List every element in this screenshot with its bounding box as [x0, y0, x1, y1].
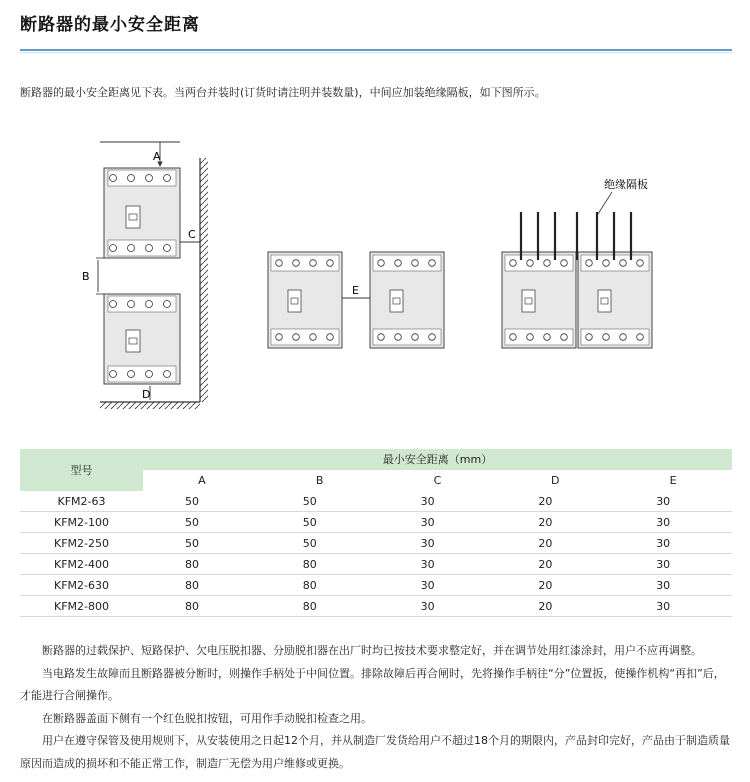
header-col-c: C — [379, 470, 497, 491]
note-paragraph: 断路器的过载保护、短路保护、欠电压脱扣器、分励脱扣器在出厂时均已按技术要求整定好，并在调节处用红漆涂封，用户不应再调整。 — [42, 644, 702, 657]
cell-b: 50 — [261, 533, 379, 554]
barrier-label: 绝缘隔板 — [604, 178, 648, 191]
clearance-diagram — [0, 130, 750, 420]
table-row — [20, 491, 732, 512]
figure-side-by-side — [268, 252, 444, 348]
cell-e: 30 — [614, 491, 732, 512]
row-model: KFM2-100 — [20, 512, 143, 533]
insulating-barriers — [521, 212, 631, 260]
cell-b: 80 — [261, 596, 379, 617]
header-model: 型号 — [20, 449, 143, 491]
cell-a: 80 — [143, 554, 261, 575]
cell-b: 80 — [261, 554, 379, 575]
row-model: KFM2-250 — [20, 533, 143, 554]
cell-a: 50 — [143, 533, 261, 554]
row-model: KFM2-63 — [20, 491, 143, 512]
table-row — [20, 596, 732, 617]
clearance-table — [20, 449, 732, 617]
cell-e: 30 — [614, 554, 732, 575]
cell-a: 50 — [143, 512, 261, 533]
cell-d: 20 — [496, 596, 614, 617]
title-divider-light — [20, 52, 732, 53]
cell-a: 50 — [143, 491, 261, 512]
label-b: B — [82, 270, 90, 283]
header-group: 最小安全距离（mm） — [143, 449, 732, 470]
figure-vertical-stack — [82, 142, 208, 409]
figure-with-barrier — [502, 177, 652, 348]
header-col-b: B — [261, 470, 379, 491]
cell-c: 30 — [379, 554, 497, 575]
row-model: KFM2-800 — [20, 596, 143, 617]
header-col-d: D — [496, 470, 614, 491]
intro-text: 断路器的最小安全距离见下表。当两台并装时(订货时请注明并装数量)，中间应加装绝缘隔板，如下图所示。 — [20, 86, 546, 99]
cell-b: 50 — [261, 512, 379, 533]
cell-e: 30 — [614, 575, 732, 596]
header-col-a: A — [143, 470, 261, 491]
note-paragraph: 用户在遵守保管及使用规则下，从安装使用之日起12个月，并从制造厂发货给用户不超过18个月的期限内，产品封印完好，产品由于制造质量原因而造成的损坏和不能正常工作，制造厂无偿为用户维修或更换。 — [20, 734, 730, 770]
table-header-row-1 — [20, 449, 732, 470]
cell-a: 80 — [143, 575, 261, 596]
table-row — [20, 554, 732, 575]
note-paragraph: 当电路发生故障而且断路器被分断时，则操作手柄处于中间位置。排除故障后再合闸时，先将操作手柄往“分”位置扳，使操作机构“再扣”后，才能进行合闸操作。 — [20, 666, 725, 703]
header-col-e: E — [614, 470, 732, 491]
cell-c: 30 — [379, 533, 497, 554]
title-divider — [20, 49, 732, 51]
label-a: A — [153, 150, 161, 163]
cell-c: 30 — [379, 596, 497, 617]
cell-d: 20 — [496, 491, 614, 512]
cell-c: 30 — [379, 575, 497, 596]
cell-b: 80 — [261, 575, 379, 596]
note-paragraph: 在断路器盖面下侧有一个红色脱扣按钮，可用作手动脱扣检查之用。 — [42, 711, 372, 725]
notes-section — [20, 640, 732, 776]
label-e: E — [352, 284, 359, 297]
cell-b: 50 — [261, 491, 379, 512]
cell-d: 20 — [496, 512, 614, 533]
table-row — [20, 512, 732, 533]
cell-a: 80 — [143, 596, 261, 617]
row-model: KFM2-630 — [20, 575, 143, 596]
table-row — [20, 533, 732, 554]
cell-d: 20 — [496, 554, 614, 575]
cell-e: 30 — [614, 596, 732, 617]
label-d: D — [142, 388, 151, 401]
cell-c: 30 — [379, 491, 497, 512]
cell-d: 20 — [496, 533, 614, 554]
table-row — [20, 575, 732, 596]
cell-d: 20 — [496, 575, 614, 596]
page-title: 断路器的最小安全距离 — [20, 15, 200, 35]
cell-e: 30 — [614, 533, 732, 554]
label-c: C — [188, 228, 196, 241]
cell-e: 30 — [614, 512, 732, 533]
cell-c: 30 — [379, 512, 497, 533]
row-model: KFM2-400 — [20, 554, 143, 575]
